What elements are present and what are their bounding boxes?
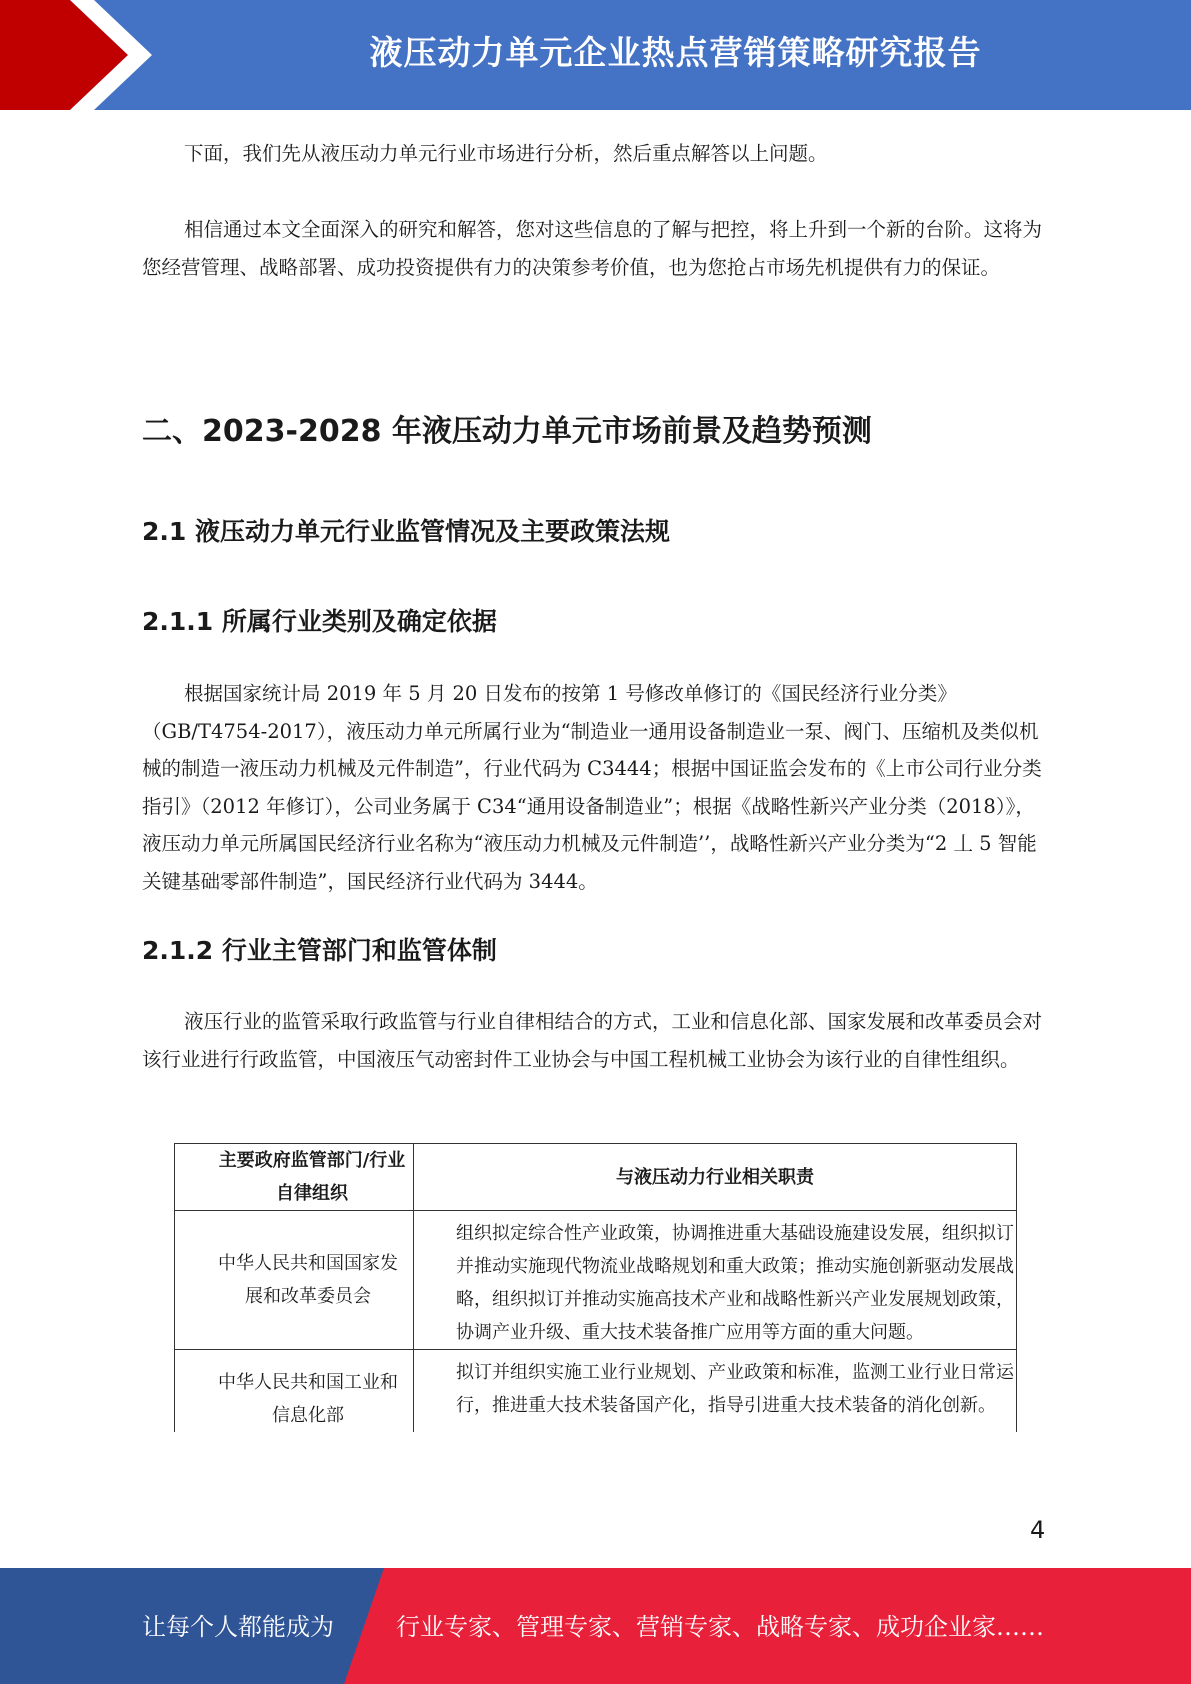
table-header-org (175, 1144, 414, 1211)
table-cell-duty: 拟订并组织实施工业行业规划、产业政策和标准，监测工业行业日常运行，推进重大技术装备国产化，指导引进重大技术装备的消化创新。 (414, 1350, 1017, 1433)
page-footer (0, 1568, 1191, 1684)
table-cell-duty: 组织拟定综合性产业政策，协调推进重大基础设施建设发展，组织拟订并推动实施现代物流业战略规划和重大政策；推动实施创新驱动发展战略，组织拟订并推动实施高技术产业和战略性新兴产业发展规划政策，协调产业升级、重大技术装备推广应用等方面的重大问题。 (414, 1211, 1017, 1350)
footer-slogan-left: 让每个人都能成为 (142, 1613, 334, 1641)
table-cell-org: 中华人民共和国国家发展和改革委员会 (175, 1211, 414, 1350)
page-number: 4 (1030, 1516, 1046, 1544)
footer-slogan-right: 行业专家、管理专家、营销专家、战略专家、成功企业家…… (396, 1613, 1044, 1641)
intro-paragraph-2: 相信通过本文全面深入的研究和解答，您对这些信息的了解与把控，将上升到一个新的台阶。这将为您经营管理、战略部署、成功投资提供有力的决策参考价值，也为您抢占市场先机提供有力的保证。 (142, 218, 1043, 279)
subsubsection-heading-regulation: 2.1.2 行业主管部门和监管体制 (142, 936, 497, 965)
table-header-duty: 与液压动力行业相关职责 (414, 1144, 1017, 1211)
table-row (175, 1350, 1017, 1433)
section-heading: 二、2023-2028 年液压动力单元市场前景及趋势预测 (142, 414, 872, 449)
intro-paragraph-1: 下面，我们先从液压动力单元行业市场进行分析，然后重点解答以上问题。 (184, 142, 828, 165)
report-title: 液压动力单元企业热点营销策略研究报告 (369, 33, 982, 72)
regulator-table (174, 1143, 1017, 1473)
table-row (175, 1211, 1017, 1350)
table-header-org-label: 主要政府监管部门/行业自律组织 (218, 1150, 406, 1204)
table-cell-org: 中华人民共和国工业和信息化部 (175, 1350, 414, 1433)
industry-category-paragraph: 根据国家统计局 2019 年 5 月 20 日发布的按第 1 号修改单修订的《国民经济行业分类》（GB/T4754-2017），液压动力单元所属行业为“制造业一通用设备制造业一泵、阀门、压缩机及类似机械的制造一液压动力机械及元件制造”，行业代码为 C3444；根据中国证监会发布的《上市公司行业分类指引》（2012 年修订），公司业务属于 C34“通用设备制造业”；根据《战略性新兴产业分类（2018）》，液压动力单元所属国民经济行业名称为“液压动力机械及元件制造’’，战略性新兴产业分类为“2 丄 5 智能关键基础零部件制造”，国民经济行业代码为 3444。 (142, 682, 1042, 893)
regulation-paragraph: 液压行业的监管采取行政监管与行业自律相结合的方式，工业和信息化部、国家发展和改革委员会对该行业进行行政监管，中国液压气动密封件工业协会与中国工程机械工业协会为该行业的自律性组织。 (142, 1010, 1043, 1071)
table-header-row (175, 1144, 1017, 1211)
header-arrow-decoration (0, 0, 160, 110)
page-header (0, 0, 1191, 110)
subsection-heading: 2.1 液压动力单元行业监管情况及主要政策法规 (142, 517, 670, 546)
subsubsection-heading-industry-category: 2.1.1 所属行业类别及确定依据 (142, 607, 497, 636)
